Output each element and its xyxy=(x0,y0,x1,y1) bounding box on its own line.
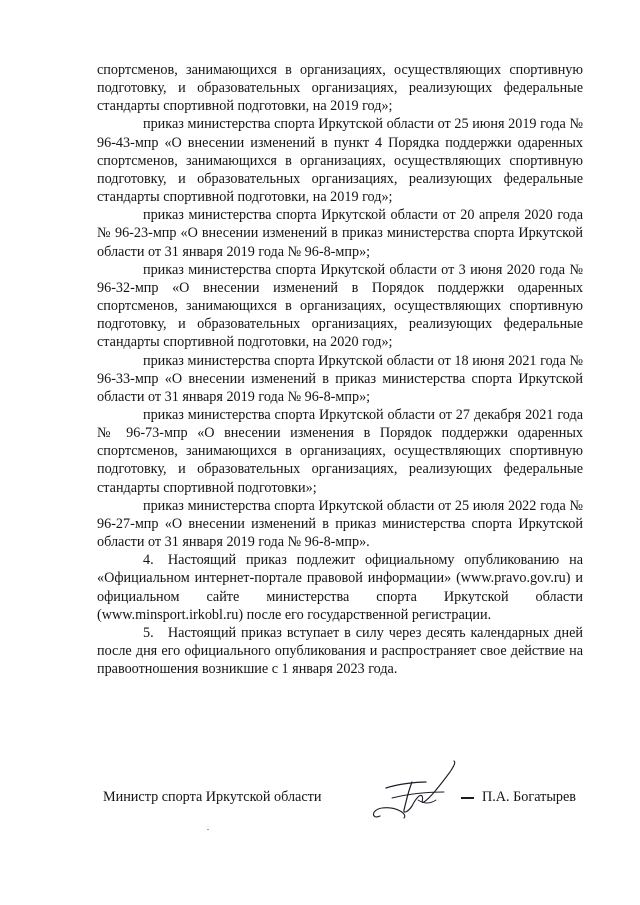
document-body xyxy=(97,61,583,678)
order-item-december-2021: приказ министерства спорта Иркутской области от 27 декабря 2021 года № 96-73-мпр «О внесении изменения в Порядок поддержки одаренных спортсменов, занимающихся в организациях, осуществляющих спортивную подготовку, и образовательных организациях, реализующих федеральные стандарты спортивной подготовки»; xyxy=(97,406,583,496)
list-continuation-paragraph: спортсменов, занимающихся в организациях, осуществляющих спортивную подготовку, и образовательных организациях, реализующих федеральные стандарты спортивной подготовки, на 2019 год»; xyxy=(97,62,583,115)
order-item-april-2020: приказ министерства спорта Иркутской области от 20 апреля 2020 года № 96-23-мпр «О внесении изменений в приказ министерства спорта Иркутской области от 31 января 2019 года № 96-8-мпр»; xyxy=(97,207,583,260)
order-item-june-2019: приказ министерства спорта Иркутской области от 25 июня 2019 года № 96-43-мпр «О внесении изменений в пункт 4 Порядка поддержки одаренных спортсменов, занимающихся в организациях, осуществляющих спортивную подготовку, и образовательных организациях, реализующих федеральные стандарты спортивной подготовки, на 2019 год»; xyxy=(97,116,583,206)
order-item-july-2022: приказ министерства спорта Иркутской области от 25 июля 2022 года № 96-27-мпр «О внесении изменений в приказ министерства спорта Иркутской области от 31 января 2019 года № 96-8-мпр». xyxy=(97,497,583,551)
signature-block xyxy=(103,785,583,821)
clause-5-entry-into-force: 5. Настоящий приказ вступает в силу через десять календарных дней после дня его официального опубликования и распространяет свое действие на правоотношения возникшие с 1 января 2023 года. xyxy=(97,624,583,678)
clause-4-publication: 4. Настоящий приказ подлежит официальному опубликованию на «Официальном интернет-портале правовой информации» (www.pravo.gov.ru) и официальном сайте министерства спорта Иркутской области (www.minsport.irkobl.ru) после его государственной регистрации. xyxy=(97,552,583,623)
order-item-june-2021: приказ министерства спорта Иркутской области от 18 июня 2021 года № 96-33-мпр «О внесении изменений в приказ министерства спорта Иркутской области от 31 января 2019 года № 96-8-мпр»; xyxy=(97,352,583,405)
signatory-name: П.А. Богатырев xyxy=(482,789,576,805)
order-item-june-2020: приказ министерства спорта Иркутской области от 3 июня 2020 года № 96-32-мпр «О внесении изменений в Порядок поддержки одаренных спортсменов, занимающихся в организациях, осуществляющих спортивную подготовку, и образовательных организациях, реализующих федеральные стандарты спортивной подготовки, на 2020 год»; xyxy=(97,261,583,351)
signatory-title: Министр спорта Иркутской области xyxy=(103,789,322,805)
signature-dash xyxy=(461,797,474,799)
scan-speck xyxy=(207,829,209,830)
